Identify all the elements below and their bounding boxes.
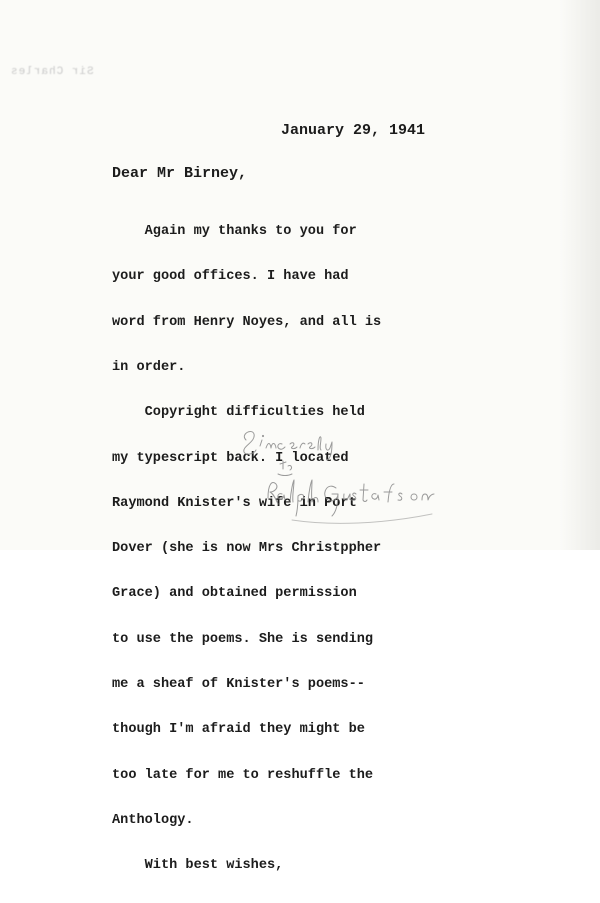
page-edge-shading xyxy=(560,0,600,550)
body-line: my typescript back. I located xyxy=(112,450,349,466)
body-line: word from Henry Noyes, and all is xyxy=(112,314,382,330)
body-line: Raymond Knister's wife in Port xyxy=(112,495,357,511)
body-line: Dover (she is now Mrs Christppher xyxy=(112,541,382,557)
body-line: to use the poems. She is sending xyxy=(112,631,374,647)
letter-body xyxy=(112,194,381,903)
body-line: in order. xyxy=(112,360,186,376)
body-line: Copyright difficulties held xyxy=(112,405,365,421)
body-line: too late for me to reshuffle the xyxy=(112,767,374,783)
body-line: Grace) and obtained permission xyxy=(112,586,357,602)
body-line: Again my thanks to you for xyxy=(112,224,357,240)
body-line: though I'm afraid they might be xyxy=(112,722,365,738)
body-line: your good offices. I have had xyxy=(112,269,349,285)
letter-salutation: Dear Mr Birney, xyxy=(112,165,248,182)
letter-date: January 29, 1941 xyxy=(281,122,426,139)
body-line: With best wishes, xyxy=(112,858,284,874)
bleed-through-stamp: Sir Charles xyxy=(10,66,94,78)
body-line: me a sheaf of Knister's poems-- xyxy=(112,677,365,692)
body-line: Anthology. xyxy=(112,812,194,828)
handwritten-signature xyxy=(232,420,492,540)
